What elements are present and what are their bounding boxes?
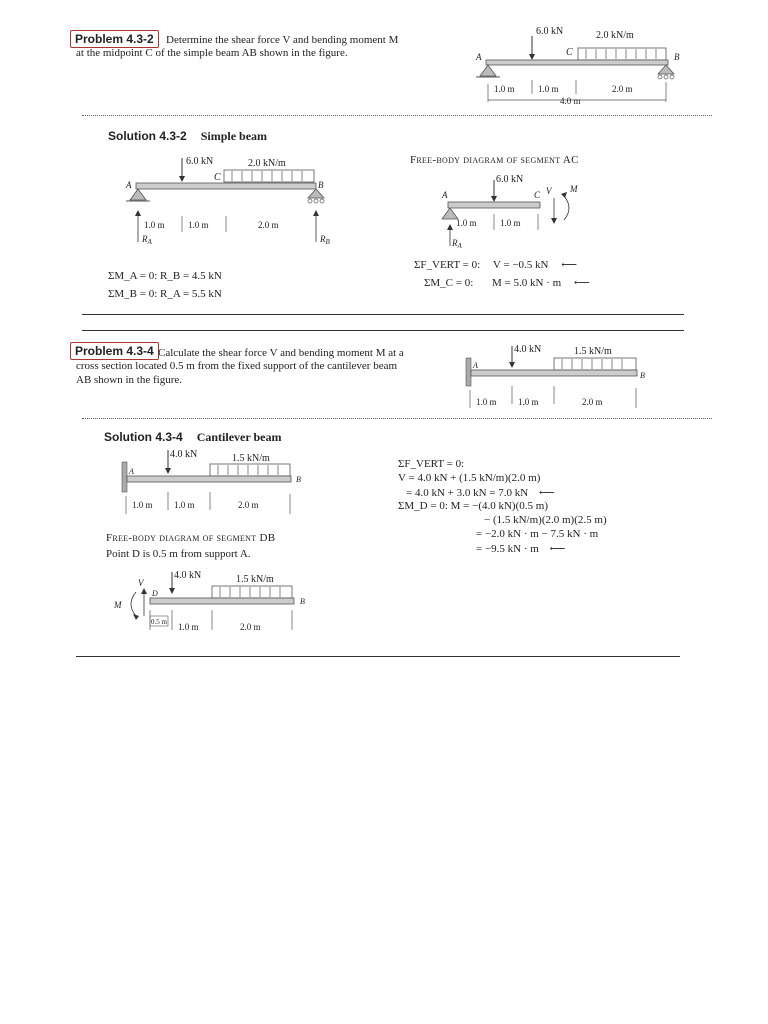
problem-4-3-4-line3: AB shown in the figure. (76, 374, 183, 386)
problem-4-3-4-figure (458, 338, 688, 413)
dim-3: 2.0 m (258, 220, 279, 230)
load-label: 4.0 kN (170, 449, 198, 460)
fbd-ac-figure (430, 168, 580, 253)
fbd-dim-0: 0.5 m (151, 618, 167, 626)
fbd-load-label: 4.0 kN (174, 570, 202, 581)
problem-4-3-2-figure (470, 20, 710, 112)
arrow-left-icon: ⟵ (573, 277, 590, 289)
divider-2 (82, 314, 684, 315)
eq-text: = −9.5 kN · m (476, 543, 539, 555)
solution-label: Solution 4.3-2 (108, 129, 187, 143)
dim-3: 2.0 m (582, 397, 603, 407)
fbd-dim-1: 1.0 m (456, 218, 477, 228)
dim-2: 1.0 m (188, 220, 209, 230)
dim-total: 4.0 m (560, 96, 581, 106)
fbd-moment-equation (424, 276, 590, 289)
fbd-point-d: D (152, 589, 158, 598)
dist-load-label: 1.5 kN/m (574, 346, 612, 357)
dist-load-label: 2.0 kN/m (248, 158, 286, 169)
fbd-v-label: V (546, 186, 552, 196)
dim-2: 1.0 m (518, 397, 539, 407)
dist-load-label: 1.5 kN/m (232, 453, 270, 464)
sum-mb-equation: ΣM_B = 0: R_A = 5.5 kN (108, 288, 222, 300)
point-c-label: C (566, 47, 573, 58)
eq-line-3 (406, 486, 555, 499)
fbd-dim-2: 1.0 m (500, 218, 521, 228)
dim-1: 1.0 m (476, 397, 497, 407)
eq-line-5: − (1.5 kN/m)(2.0 m)(2.5 m) (484, 514, 607, 526)
eq-line-6: = −2.0 kN · m − 7.5 kN · m (476, 528, 599, 540)
point-a-label: A (126, 180, 132, 190)
fbd-load-label: 6.0 kN (496, 174, 524, 185)
fbd-v-label: V (138, 578, 144, 588)
fbd-point-c: C (534, 190, 541, 200)
eq-line-4: ΣM_D = 0: M = −(4.0 kN)(0.5 m) (398, 500, 548, 512)
problem-4-3-4-line2: cross section located 0.5 m from the fixed support of the cantilever beam (76, 360, 398, 372)
eq-left: ΣF_VERT = 0: (414, 259, 481, 271)
fbd-m-label: M (570, 184, 578, 194)
dim-1: 1.0 m (494, 84, 515, 94)
ra-label: $R_A$ (142, 234, 152, 246)
point-b-label: B (318, 180, 324, 190)
eq-right: V = −0.5 kN (492, 259, 549, 271)
fbd-ra-label: $R_A$ (452, 238, 462, 250)
rb-label: $R_B$ (320, 234, 330, 246)
eq-line-7 (476, 542, 565, 555)
arrow-left-icon: ⟵ (538, 487, 555, 499)
fbd-point-b: B (300, 597, 305, 606)
fbd-m-label: M (114, 600, 122, 610)
fbd-point-a: A (442, 190, 448, 200)
divider-1 (82, 115, 712, 116)
point-b-label: B (674, 52, 680, 62)
dim-1: 1.0 m (144, 220, 165, 230)
eq-left: ΣM_C = 0: (424, 277, 474, 289)
sum-ma-equation: ΣM_A = 0: R_B = 4.5 kN (108, 270, 222, 282)
load-label: 6.0 kN (536, 26, 564, 37)
load-label: 4.0 kN (514, 344, 542, 355)
point-a-label: A (476, 52, 482, 62)
fbd-db-figure (108, 566, 318, 638)
divider-5 (76, 656, 680, 657)
solution-label: Solution 4.3-4 (104, 430, 183, 444)
problem-4-3-4-header (70, 344, 159, 358)
divider-4 (82, 418, 712, 419)
eq-line-2: V = 4.0 kN + (1.5 kN/m)(2.0 m) (398, 472, 541, 484)
solution-subtitle: Cantilever beam (196, 430, 282, 444)
fbd-db-note: Point D is 0.5 m from support A. (106, 548, 251, 560)
problem-label: Problem 4.3-2 (70, 30, 159, 48)
eq-right: M = 5.0 kN · m (492, 277, 562, 289)
point-b-label: B (296, 475, 301, 484)
dist-load-label: 2.0 kN/m (596, 30, 634, 41)
dim-1: 1.0 m (132, 500, 153, 510)
arrow-left-icon: ⟵ (561, 259, 578, 271)
solution-4-3-2-header (108, 127, 267, 145)
problem-4-3-2-line1: Determine the shear force V and bending moment M (166, 34, 399, 46)
solution-4-3-2-figure (118, 150, 348, 250)
fbd-dim-1: 1.0 m (178, 622, 199, 632)
dim-3: 2.0 m (238, 500, 259, 510)
point-a-label: A (473, 361, 478, 370)
solution-4-3-4-figure (112, 444, 312, 520)
arrow-left-icon: ⟵ (549, 543, 566, 555)
fbd-vert-equation (414, 258, 577, 271)
problem-label: Problem 4.3-4 (70, 342, 159, 360)
point-a-label: A (129, 467, 134, 476)
fbd-db-title: Free-body diagram of segment DB (106, 532, 276, 544)
solution-subtitle: Simple beam (200, 129, 268, 143)
dim-3: 2.0 m (612, 84, 633, 94)
problem-4-3-2-header (70, 32, 159, 46)
point-c-label: C (214, 172, 221, 183)
divider-3 (82, 330, 684, 331)
fbd-dist-label: 1.5 kN/m (236, 574, 274, 585)
problem-4-3-4-line1: Calculate the shear force V and bending moment M at a (158, 347, 404, 359)
fbd-ac-title: Free-body diagram of segment AC (410, 154, 579, 166)
eq-line-1: ΣF_VERT = 0: (398, 458, 465, 470)
point-b-label: B (640, 371, 645, 380)
dim-2: 1.0 m (174, 500, 195, 510)
dim-2: 1.0 m (538, 84, 559, 94)
fbd-dim-2: 2.0 m (240, 622, 261, 632)
eq-text: = 4.0 kN + 3.0 kN = 7.0 kN (406, 487, 529, 499)
load-label: 6.0 kN (186, 156, 214, 167)
problem-4-3-2-line2: at the midpoint C of the simple beam AB shown in the figure. (76, 47, 348, 59)
